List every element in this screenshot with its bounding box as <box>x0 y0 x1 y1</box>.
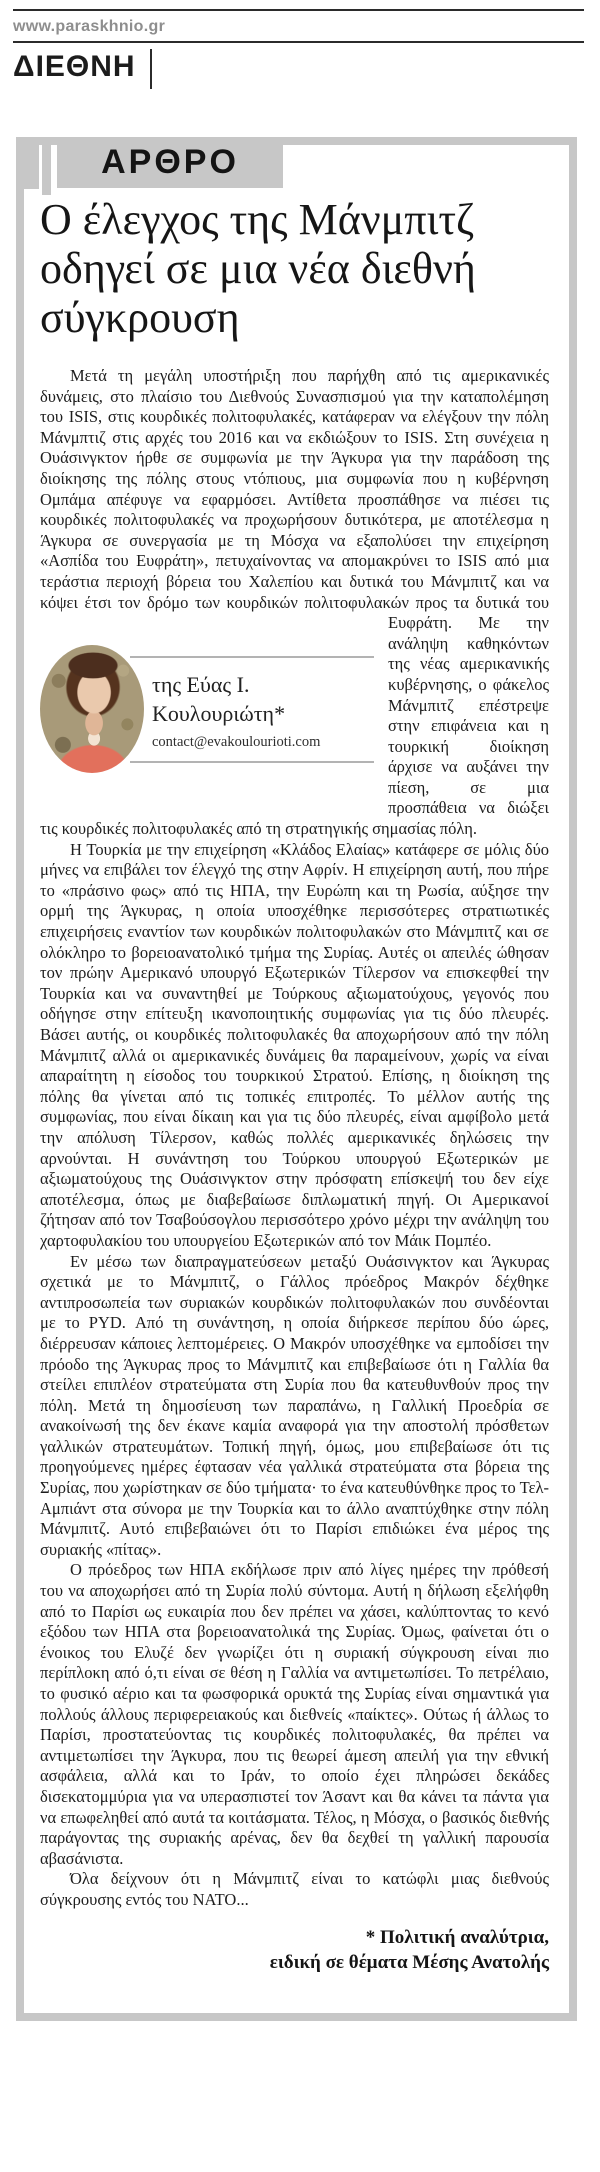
kicker-label: ΑΡΘΡΟ <box>101 143 239 181</box>
kicker-deco-square <box>16 137 39 189</box>
paragraph-1-part-1: Μετά τη μεγάλη υποστήριξη που παρήχθη από τις αμερικανικές δυνάμεις, στο πλαίσιο του Διεθνούς Συνασπισμού για την καταπολέμηση του ISIS, στις κουρδικές πολιτοφυλακές, κατάφεραν να ελέγξουν την πόλη Μάνμπτιζ στις αρχές του 2016 και να εκδιώξουν το ISIS. Στη συνέχεια η Ουάσινγκτον ήρθε σε συμφωνία με την Άγκυρα για την παράδοση της διοίκησης της πόλης στους ντόπιους, μια συμφωνία που η κυβέρνηση Ομπάμα απέφυγε να εφαρμόσει. Αντίθετα προσπάθησε να πιέσει τις κουρδικές πολιτοφυλακές να προχωρήσουν δυτικότερα, με αποτέλεσμα η Άγκυρα σε συνεργασία με τη Μόσχα να εξαπολύσει την επιχείρηση «Ασπίδα του Ευφράτη», πετυχαίνοντας να απομακρύνει το ISIS από μια τεράστια περιοχή βόρεια του Χαλεπίου και δυτικά του Μάνμπιτζ και να κόψει έτσι τον δρόμο των <box>40 366 549 612</box>
section-divider-line <box>150 49 152 89</box>
byline-box <box>130 656 374 763</box>
byline-prefix: της Εύας Ι. <box>152 671 250 697</box>
article-frame <box>16 137 577 2021</box>
byline-name: Κουλουριώτη* <box>152 700 286 726</box>
paragraph-3: Εν μέσω των διαπραγματεύσεων μεταξύ Ουάσινγκτον και Άγκυρας σχετικά με το Μάνμπιτζ, ο Γάλλος πρόεδρος Μακρόν δέχθηκε αντιπροσωπεία των συριακών κουρδικών πολιτοφυλακών που συνδέονται με το PYD. Από τη συνάντηση, η οποία διήρκεσε περίπου δύο ώρες, διέρρευσαν κάποιες λεπτομέρειες. Ο Μακρόν υποσχέθηκε να εμποδίσει την πρόοδο της Άγκυρας προς το Μάνμπιτζ και επιβεβαίωσε ότι η Γαλλία θα στείλει επιπλέον στρατεύματα στη Συρία που θα κατευθυνθούν προς την πόλη. Μετά τη δημοσίευση των παραπάνω, η Γαλλική Προεδρία σε ανακοίνωσή της δεν έκανε καμία αναφορά για την αποστολή πρόσθετων γαλλικών στρατευμάτων. Τοπική πηγή, όμως, μου επιβεβαίωσε ότι τις προηγούμενες ημέρες έφτασαν νέα γαλλικά στρατεύματα στα βόρεια της Συρίας, που χωρίστηκαν σε δύο τμήματα· το ένα κατευθύνθηκε προς το Τελ-Αμπιάντ στα σύνορα με την Τουρκία και το άλλο αναπτύχθηκε στην πόλη Μάνμπιτζ. Αυτό επιβεβαιώνει ότι το Παρίσι επιδιώκει ένα μέρος της συριακής «πίτας». <box>40 1251 549 1559</box>
kicker-tab <box>57 137 283 188</box>
header-top-rule <box>13 9 584 11</box>
paragraph-2: Η Τουρκία με την επιχείρηση «Κλάδος Ελαίας» κατάφερε σε μόλις δύο μήνες να επιβάλει τον έλεγχό της στην Αφρίν. Η επιχείρηση αυτή, που πήρε το «πράσινο φως» από τις ΗΠΑ, την Ευρώπη και τη Ρωσία, αύξησε την ορμή της Άγκυρας, η οποία υποσχέθηκε περισσότερες στρατιωτικές επιχειρήσεις εναντίον των κουρδικών πολιτοφυλακών στο Μάνμπιτζ και σε ολόκληρο το βορειοανατολικό τμήμα της Συρίας. Αυτές οι απειλές ώθησαν τον πρώην Αμερικανό υπουργό Εξωτερικών Τίλερσον να επισκεφθεί την Τουρκία και να συναντηθεί με Τούρκους αξιωματούχους, γεγονός που οδήγησε στην επίτευξη ικανοποιητικής συμφωνίας για τις δύο πλευρές. Βάσει αυτής, οι κουρδικές πολιτοφυλακές θα αποχωρήσουν από την πόλη Μάνμπιτζ αλλά οι αμερικανικές δυνάμεις θα παραμείνουν, χωρίς να είναι απαραίτητη η είσοδος του τουρκικού Στρατού. Επίσης, η διοίκηση της πόλης θα γίνεται από τις τοπικές επιτροπές. Το μέλλον αυτής της συμφωνίας, που είναι δίκαιη και για τις δύο πλευρές, είναι αμφίβολο μετά την απόλυση Τίλερσον, καθώς πολλές αμερικανικές δηλώσεις την αρνούνται. Η συνάντηση του Τούρκου υπουργού Εξωτερικών με αξιωματούχους της Ουάσινγκτον στην πρόσφατη επίσκεψή του δεν είχε αποτέλεσμα, όπως με διαβεβαίωσε διπλωματική πηγή. Οι Αμερικανοί ζήτησαν από τον Τσαβούσογλου περισσότερο χρόνο μέχρι την ανάληψη του χαρτοφυλακίου του υπουργείου Εξωτερικών από τον Μάικ Πομπέο. <box>40 839 549 1250</box>
article-body <box>40 366 549 1911</box>
section-header <box>13 49 584 89</box>
section-title: ΔΙΕΘΝΗ <box>13 50 136 83</box>
newspaper-page <box>0 9 600 2021</box>
header-mid-rule <box>13 41 584 43</box>
paragraph-4: Ο πρόεδρος των ΗΠΑ εκδήλωσε πριν από λίγες ημέρες την πρόθεσή του να αποχωρήσει από τη Συρία πολύ σύντομα. Αυτή η δήλωση εξελήφθη από το Παρίσι ως ευκαιρία που δεν πρέπει να χάσει, καλύπτοντας το κενό εξόδου των ΗΠΑ στα βορειοανατολικά της Συρίας. Όμως, φαίνεται ότι ο ένοικος του Ελυζέ δεν γνωρίζει ότι η συριακή σύγκρουση είναι πιο περίπλοκη από ό,τι είναι σε θέση η Γαλλία να αντιμετωπίσει. Το πετρέλαιο, το φυσικό αέριο και τα φωσφορικά ορυκτά της Συρίας είναι σημαντικά για πολλούς άλλους περιφερειακούς και διεθνείς «παίκτες». Ούτως ή άλλως το Παρίσι, προστατεύοντας τις κουρδικές πολιτοφυλακές, θα πρέπει να αντιμετωπίσει την Άγκυρα, που τις θεωρεί άμεση απειλή για την εθνική ασφάλεια, αλλά και το Ιράν, το οποίο έχει πληρώσει δεκάδες δισεκατομμύρια για να υπερασπιστεί τον Άσαντ και θα κάνει τα πάντα για να επωφεληθεί από αυτά τα κοιτάσματα. Τέλος, η Μόσχα, ο βασικός διεθνής παράγοντας της συριακής αρένας, δεν θα δεχθεί τη γαλλική παρουσία αβασάνιστα. <box>40 1560 549 1868</box>
paragraph-1-part-2: κουρδικών πολιτοφυλακών προς τα δυτικά του Ευφράτη. Με την ανάληψη καθηκόντων της νέας αμερικανικής κυβέρνησης, ο φάκελος Μάνμπιτζ επέστρεψε στην επιφάνεια και η τουρκική διοίκηση άρχισε να αυξάνει την πίεση, σε μια προσπάθεια να διώξει τις κουρδικές πολιτοφυλακές από τη στρατηγικής σημασίας πόλη. <box>40 592 549 839</box>
article-title: Ο έλεγχος της Μάνμπιτζ οδηγεί σε μια νέα διεθνή σύγκρουση <box>40 195 476 342</box>
author-photo <box>40 645 144 773</box>
author-card <box>40 616 374 802</box>
kicker-deco-stripe <box>42 137 51 195</box>
site-url: www.paraskhnio.gr <box>13 18 166 35</box>
paragraph-5: Όλα δείχνουν ότι η Μάνμπιτζ είναι το κατώφλι μιας διεθνούς σύγκρουσης εντός του ΝΑΤΟ... <box>40 1869 549 1909</box>
author-footnote <box>40 1925 549 1975</box>
author-contact-email: contact@evakoulourioti.com <box>152 733 321 750</box>
footnote-line-2: ειδική σε θέματα Μέσης Ανατολής <box>269 1951 549 1973</box>
paragraph-1 <box>40 366 549 840</box>
footnote-line-1: * Πολιτική αναλύτρια, <box>365 1926 549 1948</box>
